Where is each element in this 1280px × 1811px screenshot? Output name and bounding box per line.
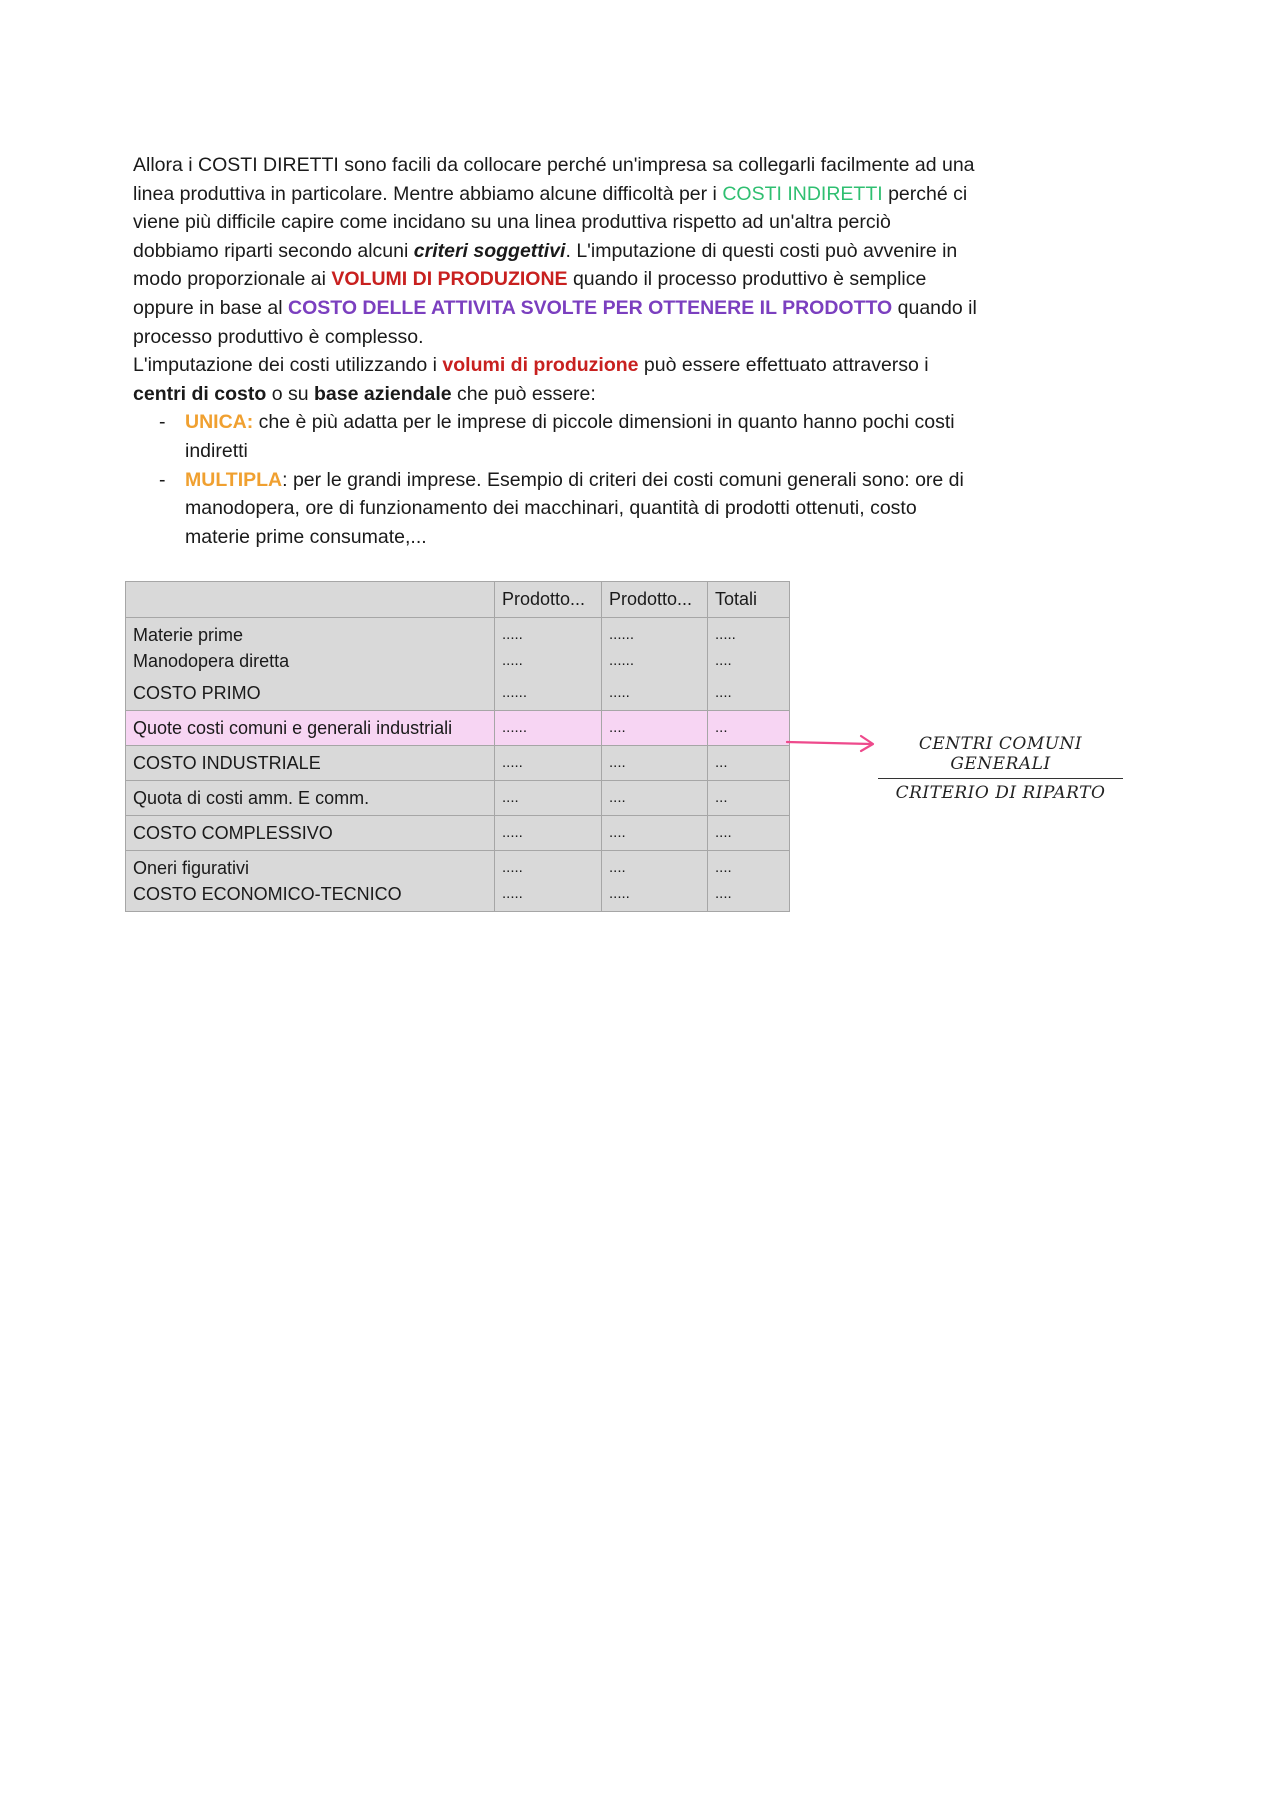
body-paragraph <box>133 151 1093 551</box>
row-label: Quota di costi amm. E comm. <box>126 781 495 816</box>
bullet-continuation: manodopera, ore di funzionamento dei macchinari, quantità di prodotti ottenuti, costo <box>185 497 917 520</box>
row-label <box>126 851 495 912</box>
row-value: .... <box>602 746 708 781</box>
text-line <box>133 294 1093 323</box>
table-row <box>126 781 790 816</box>
text-span: quando il processo produttivo è semplice <box>567 268 927 291</box>
row-value: .... <box>708 816 790 851</box>
table-header-cell: Prodotto... <box>495 582 602 618</box>
value-line: .... <box>715 859 732 876</box>
row-value: .... <box>495 781 602 816</box>
row-value <box>708 851 790 912</box>
table-row <box>126 618 790 675</box>
multipla-label: MULTIPLA <box>185 468 283 491</box>
text-span: che può essere: <box>451 382 596 405</box>
row-value <box>708 618 790 675</box>
table-row-highlighted <box>126 711 790 746</box>
row-value <box>495 618 602 675</box>
row-label: COSTO COMPLESSIVO <box>126 816 495 851</box>
base-aziendale-bold: base aziendale <box>313 382 452 405</box>
row-value <box>602 851 708 912</box>
table-row <box>126 746 790 781</box>
row-value: ...... <box>495 711 602 746</box>
text-line <box>133 180 1093 209</box>
value-line: ..... <box>502 885 523 902</box>
text-line <box>133 380 1093 409</box>
row-value <box>495 851 602 912</box>
row-value: .... <box>708 674 790 711</box>
text-line <box>133 351 1093 380</box>
table-header-cell: Totali <box>708 582 790 618</box>
row-value: ..... <box>495 816 602 851</box>
text-span: o su <box>266 382 314 405</box>
text-line: viene più difficile capire come incidano su una linea produttiva rispetto ad un'altra perciò <box>133 211 891 234</box>
unica-label: UNICA: <box>185 411 254 434</box>
text-span: quando il <box>892 296 977 319</box>
value-line: ...... <box>609 626 635 643</box>
volumi-produzione-highlight: VOLUMI DI PRODUZIONE <box>331 268 568 291</box>
text-span: che è più adatta per le imprese di piccole dimensioni in quanto hanno pochi costi <box>253 411 955 434</box>
centri-di-costo-bold: centri di costo <box>133 382 267 405</box>
row-value: ..... <box>602 674 708 711</box>
costo-attivita-highlight: COSTO DELLE ATTIVITA SVOLTE PER OTTENERE IL PRODOTTO <box>288 296 893 319</box>
row-value: .... <box>602 781 708 816</box>
value-line: ...... <box>609 652 635 669</box>
bullet-dash: - <box>159 411 166 434</box>
table-row <box>126 816 790 851</box>
text-span: può essere effettuato attraverso i <box>638 354 929 377</box>
table-header-cell: Prodotto... <box>602 582 708 618</box>
cost-table <box>125 581 790 912</box>
row-value: ..... <box>495 746 602 781</box>
text-span: oppure in base al <box>133 296 289 319</box>
text-span: linea produttiva in particolare. Mentre abbiamo alcune difficoltà per i <box>133 182 723 205</box>
row-value: ...... <box>495 674 602 711</box>
criteri-soggettivi-emphasis: criteri soggettivi <box>413 239 566 262</box>
text-span: . L'imputazione di questi costi può avvenire in <box>565 239 958 262</box>
row-label-line: COSTO ECONOMICO-TECNICO <box>133 884 402 904</box>
text-span: perché ci <box>882 182 968 205</box>
table-row <box>126 851 790 912</box>
text-line: Allora i COSTI DIRETTI sono facili da collocare perché un'impresa sa collegarli facilmente ad una <box>133 154 975 176</box>
text-line <box>133 237 1093 266</box>
value-line: .... <box>715 885 732 902</box>
table-header-row <box>126 582 790 618</box>
row-value: ... <box>708 781 790 816</box>
row-label <box>126 618 495 675</box>
value-line: ..... <box>715 626 736 643</box>
bullet-item-multipla <box>133 466 1093 495</box>
row-label: COSTO INDUSTRIALE <box>126 746 495 781</box>
row-label-line: Materie prime <box>133 625 244 645</box>
row-value: ... <box>708 746 790 781</box>
table-header-cell <box>126 582 495 618</box>
value-line: .... <box>715 652 732 669</box>
bullet-continuation: materie prime consumate,... <box>185 525 427 548</box>
formula-denominator: CRITERIO DI RIPARTO <box>895 783 1106 803</box>
formula-numerator: CENTRI COMUNI GENERALI <box>878 734 1123 779</box>
text-line <box>133 265 1093 294</box>
allocation-formula <box>878 734 1123 803</box>
bullet-dash: - <box>159 468 166 491</box>
row-label: Quote costi comuni e generali industriali <box>126 711 495 746</box>
value-line: ..... <box>502 652 523 669</box>
row-value: .... <box>602 816 708 851</box>
row-value <box>602 618 708 675</box>
arrow-right-icon <box>785 730 881 754</box>
row-label: COSTO PRIMO <box>126 674 495 711</box>
table-row <box>126 674 790 711</box>
costi-indiretti-highlight: COSTI INDIRETTI <box>722 182 883 205</box>
text-span: dobbiamo riparti secondo alcuni <box>133 239 414 262</box>
row-label-line: Manodopera diretta <box>133 651 290 671</box>
row-value: ... <box>708 711 790 746</box>
value-line: ..... <box>502 859 523 876</box>
value-line: ..... <box>502 626 523 643</box>
row-label-line: Oneri figurativi <box>133 858 250 878</box>
text-span: : per le grandi imprese. Esempio di criteri dei costi comuni generali sono: ore di <box>282 468 964 491</box>
text-line: processo produttivo è complesso. <box>133 325 424 348</box>
value-line: .... <box>609 859 626 876</box>
text-span: modo proporzionale ai <box>133 268 332 291</box>
row-value: .... <box>602 711 708 746</box>
text-span: L'imputazione dei costi utilizzando i <box>133 354 443 377</box>
bullet-item-unica <box>133 408 1093 437</box>
volumi-produzione-inline: volumi di produzione <box>442 354 639 377</box>
value-line: ..... <box>609 885 630 902</box>
bullet-continuation: indiretti <box>185 439 248 462</box>
